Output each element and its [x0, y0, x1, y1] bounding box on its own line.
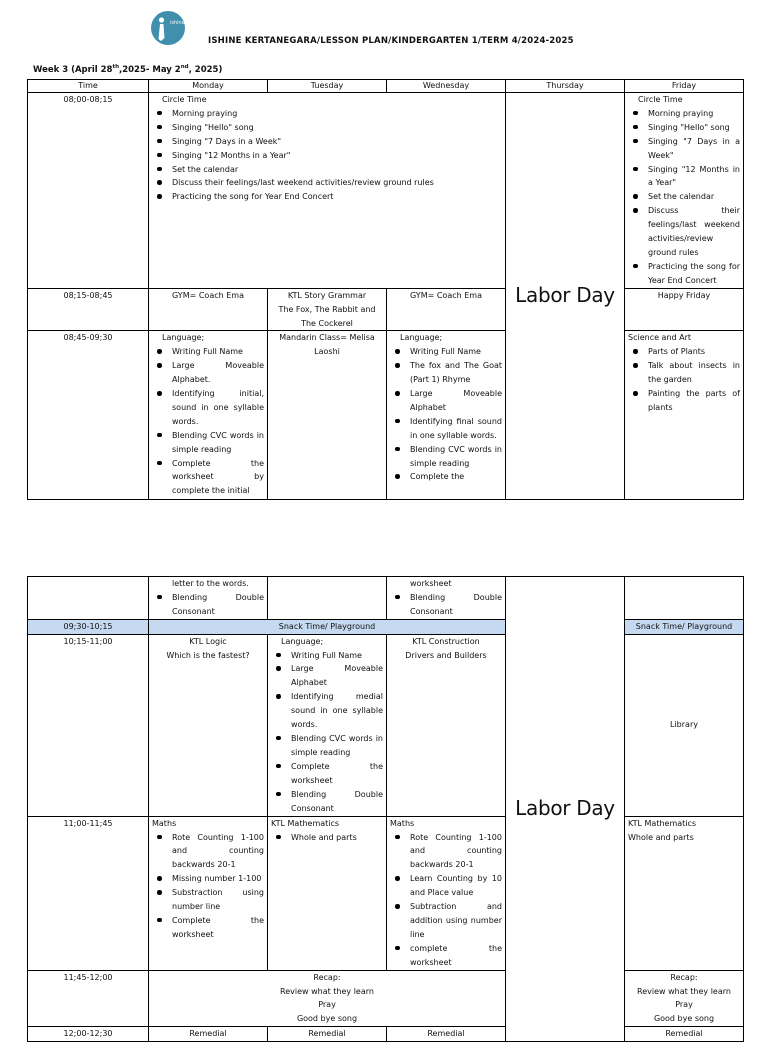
list-item: Set the calendar [152, 163, 502, 177]
list-item: Identifying final sound in one syllable words. [390, 415, 502, 443]
maths-cell [387, 816, 506, 970]
table-row [28, 93, 744, 289]
list-item: Morning praying [628, 107, 740, 121]
cell-line: Drivers and Builders [405, 650, 487, 660]
activity-list [390, 831, 502, 970]
list-item: The fox and The Goat (Part 1) Rhyme [390, 359, 502, 387]
list-item: Writing Full Name [152, 345, 264, 359]
cell-line: The Cockerel [301, 318, 353, 328]
snack-time-cell: Snack Time/ Playground [625, 619, 744, 634]
logo-text: ishine [170, 20, 185, 26]
activity-cell [268, 331, 387, 500]
cell-title: Science and Art [628, 333, 692, 343]
cell-line: Mandarin Class= Melisa [279, 333, 375, 343]
table-row [28, 619, 744, 634]
list-item: Set the calendar [628, 190, 740, 204]
activity-cell [268, 288, 387, 331]
list-item: Practicing the song for Year End Concert [628, 260, 740, 288]
cell-line: Review what they learn [637, 986, 731, 996]
person-icon [151, 11, 185, 45]
activity-list [152, 591, 264, 619]
column-header-friday: Friday [625, 80, 744, 93]
table-row [28, 816, 744, 970]
list-item: Singing "12 Months in a Year" [152, 149, 502, 163]
list-item: Discuss their feelings/last weekend activities/review ground rules [628, 204, 740, 260]
list-item: Large Moveable Alphabet. [152, 359, 264, 387]
activity-cell: Happy Friday [625, 288, 744, 331]
cell-line: Pray [318, 1000, 336, 1010]
empty-cell [268, 577, 387, 620]
column-header-thursday: Thursday [506, 80, 625, 93]
cell-line: Which is the fastest? [166, 650, 250, 660]
activity-cell: GYM= Coach Ema [387, 288, 506, 331]
list-item: Singing "Hello" song [152, 121, 502, 135]
list-item: Blending CVC words in simple reading [152, 429, 264, 457]
list-item: Singing "7 Days in a Week" [152, 135, 502, 149]
list-item: Rote Counting 1-100 and counting backwards 20-1 [152, 831, 264, 873]
list-item: Learn Counting by 10 and Place value [390, 872, 502, 900]
activity-list [271, 831, 383, 845]
recap-cell [625, 970, 744, 1027]
list-item: Identifying initial, sound in one syllable words. [152, 387, 264, 429]
cell-line: Review what they learn [280, 986, 374, 996]
snack-time-cell: Snack Time/ Playground [149, 619, 506, 634]
activity-list [628, 345, 740, 415]
cell-line: KTL Mathematics [628, 818, 697, 828]
activity-cell: GYM= Coach Ema [149, 288, 268, 331]
activity-list [390, 591, 502, 619]
activity-list [271, 649, 383, 816]
cell-line: KTL Construction [412, 636, 480, 646]
table-row [28, 331, 744, 500]
list-item: Rote Counting 1-100 and counting backwards 20-1 [390, 831, 502, 873]
list-item: Discuss their feelings/last weekend activities/review ground rules [152, 176, 502, 190]
maths-cell [625, 816, 744, 970]
cell-title: Language; [162, 333, 205, 343]
cell-line: Recap: [313, 972, 341, 982]
maths-cell [149, 816, 268, 970]
column-header-tuesday: Tuesday [268, 80, 387, 93]
friday-circle-time-cell [625, 93, 744, 289]
list-item: Painting the parts of plants [628, 387, 740, 415]
column-header-wednesday: Wednesday [387, 80, 506, 93]
cell-line: Whole and parts [628, 832, 694, 842]
list-item: Blending CVC words in simple reading [390, 443, 502, 471]
list-item: Singing "Hello" song [628, 121, 740, 135]
lesson-plan-table-page1 [27, 79, 744, 500]
list-item: Singing "12 Months in a Year" [628, 163, 740, 191]
labor-day-cell: Labor Day [506, 577, 625, 1042]
cell-line: KTL Story Grammar [287, 290, 367, 300]
cell-line: KTL Logic [189, 636, 227, 646]
time-cell: 10;15-11;00 [28, 634, 149, 816]
table-row [28, 634, 744, 816]
list-item: Subtraction and addition using number line [390, 900, 502, 942]
list-item: Writing Full Name [271, 649, 383, 663]
column-header-monday: Monday [149, 80, 268, 93]
list-item: Complete the worksheet [271, 760, 383, 788]
list-item: Complete the [390, 470, 502, 484]
list-item: complete the worksheet [390, 942, 502, 970]
list-item: Practicing the song for Year End Concert [152, 190, 502, 204]
cell-line: The Fox, The Rabbit and [278, 304, 376, 314]
table-row [28, 288, 744, 331]
cell-title: Language; [281, 636, 324, 646]
list-item: Blending CVC words in simple reading [271, 732, 383, 760]
lesson-plan-table-page2 [27, 576, 744, 1042]
time-cell: 08;15-08;45 [28, 288, 149, 331]
time-cell: 08;45-09;30 [28, 331, 149, 500]
cell-line: Good bye song [296, 1014, 358, 1024]
list-item: Large Moveable Alphabet [271, 662, 383, 690]
table-row [28, 1027, 744, 1042]
activity-cell: Library [625, 634, 744, 816]
time-cell: 11;45-12;00 [28, 970, 149, 1027]
remedial-cell: Remedial [625, 1027, 744, 1042]
recap-cell [149, 970, 506, 1027]
remedial-cell: Remedial [387, 1027, 506, 1042]
list-item: Morning praying [152, 107, 502, 121]
list-item: Substraction using number line [152, 886, 264, 914]
science-art-cell [625, 331, 744, 500]
list-item: Writing Full Name [390, 345, 502, 359]
cell-line: Good bye song [653, 1014, 715, 1024]
cell-line: letter to the words. [172, 579, 249, 588]
list-item: Blending Double Consonant [271, 788, 383, 816]
remedial-cell: Remedial [268, 1027, 387, 1042]
time-cell: 08;00-08;15 [28, 93, 149, 289]
cell-line: Recap: [670, 972, 698, 982]
cell-title: Circle Time [638, 95, 683, 104]
list-item: Singing "7 Days in a Week" [628, 135, 740, 163]
cell-title: KTL Mathematics [271, 818, 340, 828]
cell-title: Circle Time [162, 95, 207, 104]
list-item: Complete the worksheet [152, 914, 264, 942]
document-title: ISHINE KERTANEGARA/LESSON PLAN/KINDERGARTEN 1/TERM 4/2024-2025 [208, 36, 574, 46]
column-header-time: Time [28, 80, 149, 93]
activity-list [152, 345, 264, 498]
activity-list [628, 107, 740, 288]
list-item: Missing number 1-100 [152, 872, 264, 886]
list-item: Parts of Plants [628, 345, 740, 359]
activity-list [390, 345, 502, 484]
list-item: Complete the worksheet by complete the initial [152, 457, 264, 499]
time-cell: 09;30-10;15 [28, 619, 149, 634]
language-cell [149, 331, 268, 500]
cell-line: Pray [675, 1000, 693, 1010]
table-row [28, 970, 744, 1027]
language-cell [268, 634, 387, 816]
cell-title: Language; [400, 333, 443, 343]
cell-title: Maths [152, 818, 177, 828]
continued-cell [387, 577, 506, 620]
list-item: Blending Double Consonant [390, 591, 502, 619]
activity-list [152, 831, 264, 942]
list-item: Large Moveable Alphabet [390, 387, 502, 415]
time-cell: 11;00-11;45 [28, 816, 149, 970]
activity-cell [387, 634, 506, 816]
time-cell [28, 577, 149, 620]
empty-cell [625, 577, 744, 620]
list-item: Talk about insects in the garden [628, 359, 740, 387]
maths-cell [268, 816, 387, 970]
list-item: Whole and parts [271, 831, 383, 845]
cell-line: Laoshi [314, 347, 340, 357]
cell-title: Maths [390, 818, 415, 828]
time-cell: 12;00-12;30 [28, 1027, 149, 1042]
circle-time-cell [149, 93, 506, 289]
week-label: Week 3 (April 28th,2025- May 2nd, 2025) [33, 64, 223, 75]
table-row [28, 577, 744, 620]
school-logo [151, 11, 185, 45]
language-cell [387, 331, 506, 500]
continued-cell [149, 577, 268, 620]
cell-line: worksheet [410, 579, 452, 588]
list-item: Identifying medial sound in one syllable words. [271, 690, 383, 732]
activity-list [152, 107, 502, 204]
table-header-row [28, 80, 744, 93]
list-item: Blending Double Consonant [152, 591, 264, 619]
labor-day-cell: Labor Day [506, 93, 625, 500]
remedial-cell: Remedial [149, 1027, 268, 1042]
activity-cell [149, 634, 268, 816]
